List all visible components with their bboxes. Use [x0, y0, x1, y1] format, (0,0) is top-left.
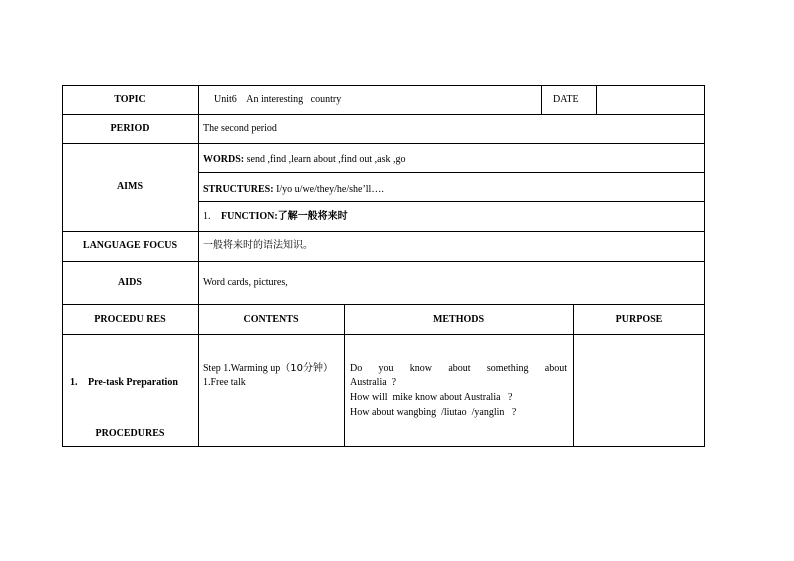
contents-step-text: Step 1.Warming up: [203, 363, 281, 374]
period-label: PERIOD: [110, 123, 150, 134]
header-contents: CONTENTS: [243, 314, 299, 325]
aims-function-label: FUNCTION:: [221, 211, 278, 222]
row-divider: [62, 231, 705, 232]
methods-line-2: Australia ?: [350, 377, 397, 388]
methods-word: know: [409, 363, 433, 374]
period-value: The second period: [203, 123, 277, 134]
methods-word: something: [486, 363, 529, 374]
topic-value: Unit6 An interesting country: [214, 94, 342, 105]
aims-function-number: 1.: [203, 211, 211, 222]
row-divider: [198, 172, 705, 173]
contents-free-talk: 1.Free talk: [203, 377, 246, 388]
methods-line-3: How will mike know about Australia ?: [350, 392, 513, 403]
date-label: DATE: [553, 94, 579, 105]
header-purpose: PURPOSE: [615, 314, 663, 325]
aims-words-label: WORDS:: [203, 154, 245, 165]
header-methods: METHODS: [432, 314, 485, 325]
methods-word: Do: [350, 363, 363, 374]
aims-words-value: send ,find ,learn about ,find out ,ask ,go: [246, 154, 406, 165]
aims-words: [203, 154, 405, 166]
stage-number: 1.: [70, 377, 78, 388]
column-divider: [596, 85, 597, 114]
aims-function-value: 了解一般将来时: [277, 211, 348, 222]
column-divider: [198, 85, 199, 447]
contents-step-time: （10分钟）: [280, 363, 333, 374]
methods-line-4: How about wangbing /liutao /yanglin ?: [350, 407, 517, 418]
aims-label: AIMS: [116, 181, 144, 192]
procedures-footer-label: PROCEDURES: [95, 428, 165, 439]
contents-step: [203, 363, 333, 375]
methods-word: you: [378, 363, 394, 374]
aims-structures: [203, 184, 384, 196]
row-divider: [62, 261, 705, 262]
aims-structures-value: I/yo u/we/they/he/she’ll….: [276, 184, 384, 195]
row-divider: [198, 201, 705, 202]
column-divider: [541, 85, 542, 114]
topic-label: TOPIC: [114, 94, 146, 105]
row-divider: [62, 114, 705, 115]
aids-value: Word cards, pictures,: [203, 277, 288, 288]
aids-label: AIDS: [118, 277, 142, 288]
stage-title: [70, 377, 178, 389]
methods-word: about: [448, 363, 471, 374]
language-focus-label: LANGUAGE FOCUS: [82, 240, 178, 251]
language-focus-value: 一般将来时的语法知识。: [203, 240, 313, 251]
aims-structures-label: STRUCTURES:: [203, 184, 274, 195]
row-divider: [62, 304, 705, 305]
header-procedures: PROCEDU RES: [94, 314, 166, 325]
row-divider: [62, 334, 705, 335]
aims-function: [203, 211, 348, 223]
stage-name: Pre-task Preparation: [88, 377, 178, 388]
methods-word: about: [544, 363, 567, 374]
row-divider: [62, 143, 705, 144]
methods-line-1: [350, 363, 567, 375]
